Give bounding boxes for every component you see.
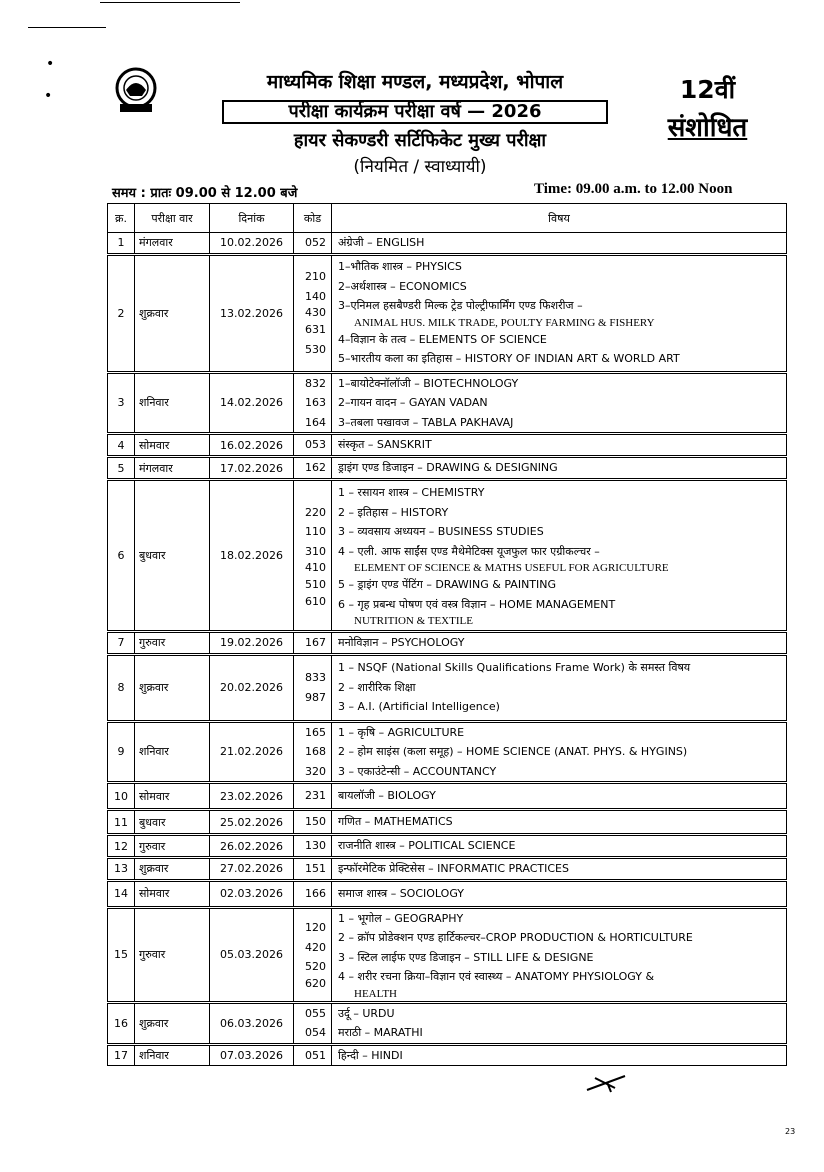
subject-name: 2 – इतिहास – HISTORY [338, 505, 449, 519]
program-title: परीक्षा कार्यक्रम परीक्षा वर्ष — 2026 [222, 100, 608, 124]
board-title: माध्यमिक शिक्षा मण्डल, मध्यप्रदेश, भोपाल [266, 71, 564, 93]
table-row [108, 810, 787, 835]
subject-name: मनोविज्ञान – PSYCHOLOGY [338, 636, 465, 649]
subject-list [332, 480, 787, 632]
exam-date: 05.03.2026 [210, 907, 294, 1002]
exam-date: 14.02.2026 [210, 372, 294, 434]
subject-name: 2 – होम साइंस (कला समूह) – HOME SCIENCE (ANAT. PHYS. & HYGINS) [338, 745, 688, 758]
subject-name: हिन्दी – HINDI [338, 1048, 403, 1062]
subject-name: ELEMENT OF SCIENCE & MATHS USEFUL FOR AGRICULTURE [354, 562, 669, 574]
subject-list [332, 835, 787, 858]
subject-name: अंग्रेजी – ENGLISH [338, 236, 425, 249]
exam-date: 25.02.2026 [210, 810, 294, 835]
exam-day: शुक्रवार [135, 254, 210, 372]
exam-date: 19.02.2026 [210, 632, 294, 655]
table-row [108, 654, 787, 721]
table-row [108, 457, 787, 480]
code-list [294, 1002, 332, 1044]
row-number: 4 [108, 434, 135, 457]
code-list [294, 654, 332, 721]
row-number: 14 [108, 880, 135, 907]
top-rule-short [28, 27, 106, 28]
table-row [108, 1002, 787, 1044]
subject-code: 420 [305, 940, 326, 954]
subject-name: 4 – शरीर रचना क्रिया–विज्ञान एवं स्वास्थ्य – ANATOMY PHYSIOLOGY & [338, 970, 655, 983]
subject-name: NUTRITION & TEXTILE [354, 615, 473, 627]
subject-list [332, 372, 787, 434]
subject-name: 3 – एकाउंटेन्सी – ACCOUNTANCY [338, 764, 497, 778]
subject-code: 166 [305, 886, 326, 900]
exam-day: बुधवार [135, 480, 210, 632]
exam-day: सोमवार [135, 434, 210, 457]
subject-list [332, 434, 787, 457]
subject-list [332, 254, 787, 372]
exam-day: शनिवार [135, 721, 210, 783]
table-row [108, 254, 787, 372]
row-number: 5 [108, 457, 135, 480]
table-row [108, 434, 787, 457]
row-number: 3 [108, 372, 135, 434]
subject-list [332, 1002, 787, 1044]
subject-list [332, 632, 787, 655]
exam-date: 20.02.2026 [210, 654, 294, 721]
subject-list [332, 907, 787, 1002]
col-header-day: परीक्षा वार [135, 204, 210, 233]
exam-date: 02.03.2026 [210, 880, 294, 907]
subject-code: 430 [305, 306, 326, 319]
exam-day: सोमवार [135, 783, 210, 810]
table-row [108, 835, 787, 858]
subject-code: 130 [305, 839, 326, 853]
subject-name: 2–गायन वादन – GAYAN VADAN [338, 396, 488, 409]
subject-code: 231 [305, 789, 326, 803]
code-list [294, 372, 332, 434]
subject-code: 120 [305, 921, 326, 935]
exam-day: शुक्रवार [135, 858, 210, 881]
code-list [294, 721, 332, 783]
col-header-date: दिनांक [210, 204, 294, 233]
subject-name: 2 – शारीरिक शिक्षा [338, 680, 416, 694]
table-row [108, 880, 787, 907]
board-logo-icon [112, 66, 160, 114]
subject-name: 3–एनिमल हसबैण्डरी मिल्क ट्रेड पोल्ट्रीफार्मिंग एण्ड फिशरीज – [338, 299, 583, 313]
subject-code: 163 [305, 396, 326, 409]
row-number: 1 [108, 233, 135, 255]
code-list [294, 1044, 332, 1066]
subject-code: 530 [305, 342, 326, 356]
code-list [294, 880, 332, 907]
table-header-row [108, 204, 787, 233]
row-number: 13 [108, 858, 135, 881]
subject-name: 4 – एली. आफ साईंस एण्ड मैथेमेटिक्स यूजफुल फार एग्रीकल्चर – [338, 544, 600, 558]
subject-list [332, 783, 787, 810]
subject-name: 1 – NSQF (National Skills Qualifications Frame Work) के समस्त विषय [338, 661, 691, 675]
subject-code: 054 [305, 1026, 326, 1039]
subject-list [332, 880, 787, 907]
exam-date: 27.02.2026 [210, 858, 294, 881]
subject-name: संस्कृत – SANSKRIT [338, 438, 432, 452]
subject-name: मराठी – MARATHI [338, 1026, 423, 1039]
subject-code: 167 [305, 636, 326, 649]
class-label: 12वीं [679, 75, 736, 104]
subject-code: 631 [305, 323, 326, 336]
subject-list [332, 457, 787, 480]
subject-name: समाज शास्त्र – SOCIOLOGY [338, 886, 465, 900]
row-number: 15 [108, 907, 135, 1002]
row-number: 9 [108, 721, 135, 783]
exam-date: 23.02.2026 [210, 783, 294, 810]
row-number: 7 [108, 632, 135, 655]
subject-list [332, 654, 787, 721]
subject-code: 410 [305, 561, 326, 574]
subject-code: 110 [305, 525, 326, 538]
exam-date: 21.02.2026 [210, 721, 294, 783]
subject-code: 168 [305, 745, 326, 758]
page-number: 23 [785, 1127, 796, 1136]
exam-day: मंगलवार [135, 233, 210, 255]
time-english: Time: 09.00 a.m. to 12.00 Noon [534, 181, 733, 197]
row-number: 6 [108, 480, 135, 632]
subject-name: 3 – व्यवसाय अध्ययन – BUSINESS STUDIES [338, 525, 544, 538]
subject-code: 510 [305, 578, 326, 591]
code-list [294, 907, 332, 1002]
subject-name: 1–बायोटेक्नॉलॉजी – BIOTECHNOLOGY [338, 376, 519, 390]
exam-mode: (नियमित / स्वाध्यायी) [353, 157, 487, 177]
exam-date: 07.03.2026 [210, 1044, 294, 1066]
signature-mark-icon [585, 1072, 635, 1094]
subject-code: 620 [305, 976, 326, 990]
row-number: 16 [108, 1002, 135, 1044]
subject-name: 1 – कृषि – AGRICULTURE [338, 725, 465, 739]
exam-date: 13.02.2026 [210, 254, 294, 372]
table-row [108, 632, 787, 655]
code-list [294, 858, 332, 881]
code-list [294, 810, 332, 835]
subject-name: गणित – MATHEMATICS [338, 815, 453, 829]
row-number: 17 [108, 1044, 135, 1066]
subject-code: 052 [305, 236, 326, 249]
exam-day: शनिवार [135, 372, 210, 434]
subject-name: 2 – क्रॉप प्रोडेक्शन एण्ड हार्टिकल्चर–CROP PRODUCTION & HORTICULTURE [338, 931, 693, 944]
subject-name: 3 – A.I. (Artificial Intelligence) [338, 700, 500, 714]
subject-code: 987 [305, 690, 326, 704]
subject-name: HEALTH [354, 987, 397, 1000]
subject-name: बायलॉजी – BIOLOGY [338, 789, 436, 803]
exam-schedule-table [107, 203, 787, 1066]
subject-code: 310 [305, 544, 326, 558]
code-list [294, 783, 332, 810]
exam-day: शनिवार [135, 1044, 210, 1066]
subject-code: 165 [305, 725, 326, 739]
table-row [108, 907, 787, 1002]
time-hindi: समय : प्रातः 09.00 से 12.00 बजे [112, 186, 298, 201]
exam-date: 26.02.2026 [210, 835, 294, 858]
subject-name: 5 – ड्राइंग एण्ड पेंटिंग – DRAWING & PAINTING [338, 578, 557, 591]
revised-label: संशोधित [667, 113, 748, 143]
subject-code: 610 [305, 594, 326, 608]
exam-day: गुरुवार [135, 907, 210, 1002]
subject-code: 320 [305, 764, 326, 778]
subject-name: 3–तबला पखावज – TABLA PAKHAVAJ [338, 415, 514, 429]
subject-list [332, 810, 787, 835]
subject-code: 053 [305, 438, 326, 452]
code-list [294, 632, 332, 655]
subject-list [332, 721, 787, 783]
subject-code: 140 [305, 289, 326, 303]
top-rule [100, 2, 240, 3]
row-number: 10 [108, 783, 135, 810]
code-list [294, 457, 332, 480]
subject-code: 520 [305, 960, 326, 974]
exam-day: शुक्रवार [135, 654, 210, 721]
code-list [294, 254, 332, 372]
exam-date: 10.02.2026 [210, 233, 294, 255]
margin-mark: • [46, 56, 55, 72]
row-number: 12 [108, 835, 135, 858]
subject-name: इन्फॉरमेटिक प्रेक्टिसेस – INFORMATIC PRACTICES [338, 862, 569, 875]
subject-name: 5–भारतीय कला का इतिहास – HISTORY OF INDIAN ART & WORLD ART [338, 352, 680, 366]
subject-name: उर्दू – URDU [338, 1006, 395, 1020]
subject-code: 051 [305, 1048, 326, 1062]
subject-code: 162 [305, 461, 326, 475]
table-row [108, 372, 787, 434]
subject-code: 150 [305, 815, 326, 829]
exam-day: शुक्रवार [135, 1002, 210, 1044]
table-row [108, 480, 787, 632]
exam-day: बुधवार [135, 810, 210, 835]
subject-code: 055 [305, 1006, 326, 1020]
subject-code: 832 [305, 376, 326, 390]
exam-day: मंगलवार [135, 457, 210, 480]
exam-day: सोमवार [135, 880, 210, 907]
row-number: 8 [108, 654, 135, 721]
exam-date: 18.02.2026 [210, 480, 294, 632]
exam-date: 17.02.2026 [210, 457, 294, 480]
row-number: 2 [108, 254, 135, 372]
code-list [294, 434, 332, 457]
subject-name: 1–भौतिक शास्त्र – PHYSICS [338, 260, 462, 274]
exam-title: हायर सेकण्डरी सर्टिफिकेट मुख्य परीक्षा [293, 130, 547, 151]
table-row [108, 721, 787, 783]
col-header-subject: विषय [332, 204, 787, 233]
subject-list [332, 858, 787, 881]
subject-name: 2–अर्थशास्त्र – ECONOMICS [338, 279, 467, 293]
exam-day: गुरुवार [135, 835, 210, 858]
subject-code: 833 [305, 671, 326, 684]
table-row [108, 858, 787, 881]
code-list [294, 480, 332, 632]
subject-list [332, 233, 787, 255]
subject-name: ANIMAL HUS. MILK TRADE, POULTY FARMING & FISHERY [354, 316, 655, 329]
table-row [108, 783, 787, 810]
subject-name: 4–विज्ञान के तत्व – ELEMENTS OF SCIENCE [338, 332, 547, 346]
subject-name: 6 – गृह प्रबन्ध पोषण एवं वस्त्र विज्ञान – HOME MANAGEMENT [338, 597, 616, 611]
margin-mark: • [44, 88, 53, 104]
code-list [294, 233, 332, 255]
code-list [294, 835, 332, 858]
exam-day: गुरुवार [135, 632, 210, 655]
subject-name: ड्राइंग एण्ड डिजाइन – DRAWING & DESIGNING [338, 461, 558, 475]
subject-name: राजनीति शास्त्र – POLITICAL SCIENCE [338, 839, 516, 853]
exam-date: 16.02.2026 [210, 434, 294, 457]
col-header-code: कोड [294, 204, 332, 233]
subject-code: 151 [305, 862, 326, 875]
row-number: 11 [108, 810, 135, 835]
table-row [108, 1044, 787, 1066]
subject-name: 1 – भूगोल – GEOGRAPHY [338, 911, 464, 925]
subject-name: 1 – रसायन शास्त्र – CHEMISTRY [338, 486, 485, 499]
table-row [108, 233, 787, 255]
subject-code: 164 [305, 415, 326, 429]
subject-list [332, 1044, 787, 1066]
subject-code: 220 [305, 505, 326, 519]
exam-date: 06.03.2026 [210, 1002, 294, 1044]
subject-code: 210 [305, 270, 326, 283]
subject-name: 3 – स्टिल लाईफ एण्ड डिजाइन – STILL LIFE & DESIGNE [338, 950, 594, 964]
col-header-no: क्र. [108, 204, 135, 233]
